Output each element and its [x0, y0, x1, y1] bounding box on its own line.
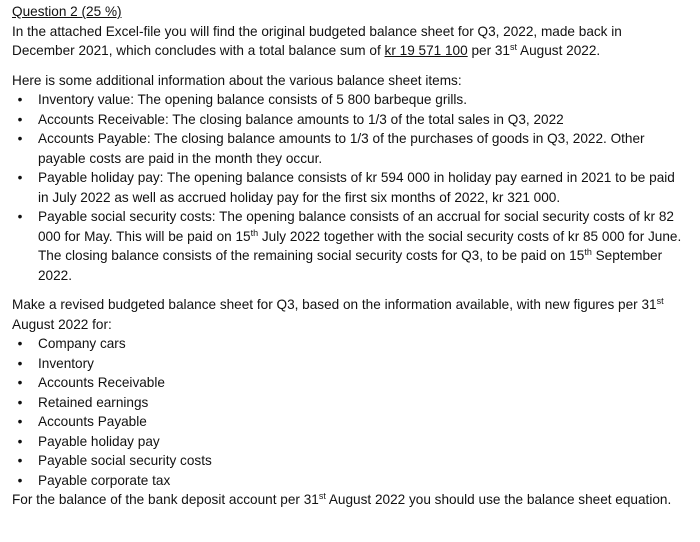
- info-heading: Here is some additional information about the various balance sheet items:: [12, 72, 462, 88]
- task-item-company-cars: • Company cars: [12, 334, 686, 354]
- bullet-icon: •: [17, 472, 23, 488]
- bullet-icon: •: [17, 131, 23, 146]
- bullet-icon: •: [17, 111, 23, 127]
- spacer: [12, 61, 686, 71]
- task-ordinal: st: [656, 296, 664, 306]
- closing-paragraph: For the balance of the bank deposit account per 31st August 2022 you should use the balance sheet equation.: [12, 491, 672, 507]
- intro-paragraph: [12, 22, 686, 61]
- bullet-icon: •: [17, 209, 23, 224]
- intro-text-after: August 2022.: [517, 43, 601, 58]
- task-item-retained-earnings: • Retained earnings: [12, 393, 686, 413]
- bullet-icon: •: [17, 336, 23, 351]
- question-title: Question 2 (25 %): [12, 4, 122, 19]
- bullet-icon: •: [17, 394, 23, 410]
- bullet-icon: •: [17, 92, 23, 107]
- task-paragraph: Make a revised budgeted balance sheet for Q3, based on the information available, with new figures per 31st August 2022 for:: [12, 296, 664, 332]
- intro-ordinal: st: [510, 42, 518, 52]
- info-item-accounts-receivable: • Accounts Receivable: The closing balance amounts to 1/3 of the total sales in Q3, 2022: [12, 110, 686, 130]
- total-balance-sum: kr 19 571 100: [384, 43, 468, 58]
- task-item-accounts-receivable: • Accounts Receivable: [12, 373, 686, 393]
- task-item-inventory: • Inventory: [12, 354, 686, 374]
- task-item-corporate-tax: • Payable corporate tax: [12, 471, 686, 491]
- info-item-social-security: • Payable social security costs: The opening balance consists of an accrual for social security costs of kr 82 000 for May. This will be paid on 15th July 2022 together with the social security costs of kr 85 000 for June. The closing balance consists of the remaining social security costs for Q3, to be paid on 15th September 2022.: [12, 207, 686, 285]
- bullet-icon: •: [17, 414, 23, 429]
- task-item-social-security: • Payable social security costs: [12, 451, 686, 471]
- info-item-holiday-pay: • Payable holiday pay: The opening balance consists of kr 594 000 in holiday pay earned in 2021 to be paid in July 2022 as well as accrued holiday pay for the first six months of 2022, kr 321 000.: [12, 168, 686, 207]
- info-item-inventory: • Inventory value: The opening balance consists of 5 800 barbeque grills.: [12, 90, 686, 110]
- bullet-icon: •: [17, 453, 23, 468]
- bullet-icon: •: [17, 375, 23, 390]
- task-list: [12, 334, 686, 490]
- bullet-icon: •: [17, 433, 23, 449]
- intro-text-mid: per 31: [467, 43, 510, 58]
- task-item-accounts-payable: • Accounts Payable: [12, 412, 686, 432]
- bullet-icon: •: [17, 355, 23, 371]
- bullet-icon: •: [17, 170, 23, 185]
- info-list: [12, 90, 686, 285]
- info-item-accounts-payable: • Accounts Payable: The closing balance amounts to 1/3 of the purchases of goods in Q3, 2022. Other payable costs are paid in the month they occur.: [12, 129, 686, 168]
- task-item-holiday-pay: • Payable holiday pay: [12, 432, 686, 452]
- intro-text-before: In the attached Excel-file you will find the original budgeted balance sheet for Q3, 2022, made back in December 2021, which concludes with a total balance sum of: [12, 23, 622, 58]
- closing-ordinal: st: [318, 491, 326, 501]
- spacer: [12, 285, 686, 295]
